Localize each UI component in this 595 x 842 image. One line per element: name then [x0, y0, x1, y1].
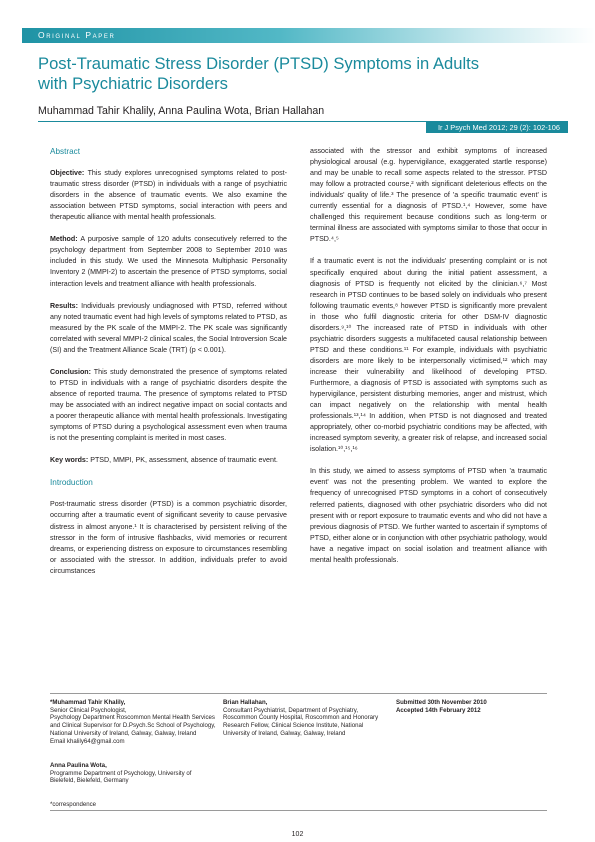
article-title-line2: with Psychiatric Disorders: [38, 74, 228, 93]
article-title-line1: Post-Traumatic Stress Disorder (PTSD) Symptoms in Adults: [38, 54, 480, 73]
footer-divider: [50, 693, 547, 694]
method-label: Method:: [50, 235, 78, 244]
abstract-method: [50, 234, 287, 289]
results-label: Results:: [50, 301, 78, 310]
section-banner: [22, 28, 595, 43]
keywords-text: PTSD, MMPI, PK, assessment, absence of traumatic event.: [88, 456, 278, 465]
introduction-paragraph-2: If a traumatic event is not the individuals' presenting complaint or is not specifically enquired about during the initial patient assessment, a diagnosis of PTSD is frequently not elicited by the clinician.⁶,⁷ Most research in PTSD continues to be based solely on individuals who present following traumatic events,⁸ however PTSD is significantly more prevalent in those who fulfil diagnostic criteria for other DSM-IV diagnostic disorders.⁹,¹⁰ The increased rate of PTSD in individuals with other psychiatric disorders suggests a multifaceted causal relationship between PTSD and these conditions.¹¹ For example, individuals with psychiatric disorders are more likely to be interpersonally victimised,¹² which may increase their vulnerability and likelihood of developing PTSD. Furthermore, a diagnosis of PTSD is associated with symptoms such as hypervigilance, persistent disturbing memories, anger and mistrust, which can impact negatively on the relationship with mental health professionals.¹³,¹⁴ In addition, when PTSD is not diagnosed and treated appropriately, other co-morbid psychiatric conditions may be affected, with increased symptom severity, a greater risk of relapse, and increased social isolation.¹⁰,¹⁵,¹⁶: [310, 257, 547, 454]
author2-affiliation: [50, 762, 216, 785]
conclusion-text: This study demonstrated the presence of symptoms related to PTSD in individuals with a range of psychiatric disorders despite the absence of reported trauma. The presence of symptoms related to PTSD may be associated with an indirect negative impact on social contacts and a poorer therapeutic alliance with mental health professionals. Investigating symptoms of PTSD during a psychological assessment even when trauma is not the presenting complaint is merited in most cases.: [50, 367, 287, 443]
right-column: [310, 146, 547, 577]
author2-name: Anna Paulina Wota,: [50, 762, 107, 769]
author1-affiliation: [50, 699, 216, 745]
correspondence-divider: [50, 810, 547, 811]
author3-affiliation: [223, 699, 387, 738]
author3-name: Brian Hallahan,: [223, 699, 268, 706]
submitted-date: Submitted 30th November 2010: [396, 699, 487, 706]
introduction-paragraph-1: Post-traumatic stress disorder (PTSD) is a common psychiatric disorder, occurring after a traumatic event of significant severity to cause pervasive distress in almost anyone.¹ It is characterised by persistent reliving of the stressor in the form of intrusive flashbacks, vivid memories or recurrent dreams, or experiencing distress on exposure to circumstances resembling or associated with the stressor. In addition, individuals prefer to avoid circumstances: [50, 500, 287, 575]
abstract-conclusion: [50, 367, 287, 444]
author1-email[interactable]: Email khalily64@gmail.com: [50, 737, 125, 745]
conclusion-label: Conclusion:: [50, 367, 91, 376]
author1-name: *Muhammad Tahir Khalily,: [50, 699, 126, 706]
introduction-paragraph-1-continued: associated with the stressor and exhibit symptoms of increased physiological arousal (e.g. hypervigilance, exaggerated startle response) and may be unable to recall some aspects related to the stressor. PTSD may follow a protracted course,² with significant deleterious effects on the individuals' quality of life.³ The presence of 'a specific traumatic event' is currently essential for a diagnosis of PTSD.¹,⁴ However, some have challenged this requirement because conditions such as long-term or terminal illness are associated with symptoms similar to those that occur in PTSD.⁴,⁵: [310, 147, 547, 244]
introduction-paragraph-3: In this study, we aimed to assess symptoms of PTSD when 'a traumatic event' was not the presenting problem. We wanted to explore the frequency of unrecognised PTSD symptoms in a cohort of consecutively referred patients, diagnosed with other psychiatric disorders who did not present with or report exposure to traumatic events and who did not have a previous diagnosis of PTSD. We further wanted to ascertain if symptoms of PTSD, either alone or in conjunction with other psychiatric pathology, would have a negative impact on social isolation and treatment alliance with mental health professionals.: [310, 467, 547, 564]
page-number: 102: [291, 831, 304, 838]
abstract-results: [50, 301, 287, 356]
article-title: [38, 54, 568, 94]
abstract-heading: Abstract: [50, 147, 81, 156]
journal-citation: Ir J Psych Med 2012; 29 (2): 102-106: [426, 121, 568, 133]
abstract-keywords: [50, 455, 287, 466]
method-text: A purposive sample of 120 adults consecutively referred to the psychology department from September 2008 to September 2010 was included in this study. We used the Minnesota Multiphasic Personality Inventory 2 (MMPI-2) to ascertain the presence of PTSD symptoms, social interaction levels and treatment alliance with health professionals.: [50, 235, 287, 288]
author2-line-1: Programme Department of Psychology, University of Bielefeld, Bielefeld, Germany: [50, 769, 192, 785]
author1-line-2: Psychology Department Roscommon Mental Health Services and Clinical Supervisor for D.Psych.Sc School of Psychology, National University of Ireland, Galway, Galway, Ireland: [50, 714, 216, 737]
introduction-heading: Introduction: [50, 478, 93, 488]
abstract-objective: [50, 168, 287, 223]
submission-dates: [396, 699, 546, 714]
author-list: Muhammad Tahir Khalily, Anna Paulina Wota, Brian Hallahan: [38, 105, 325, 117]
author3-line-1: Consultant Psychiatrist, Department of Psychiatry, Roscommon County Hospital, Roscommon and Honorary Research Fellow, Clinical Science Institute, National University of Ireland, Galway, Galway, Ireland: [223, 706, 379, 737]
keywords-label: Key words:: [50, 456, 89, 465]
author1-line-1: Senior Clinical Psychologist,: [50, 706, 127, 714]
section-label: Original Paper: [38, 30, 116, 40]
objective-text: This study explores unrecognised symptoms related to post-traumatic stress disorder (PTSD) in individuals with a range of psychiatric disorders in the absence of traumatic events. We also examine the association between PTSD symptoms, social interaction with peers and therapeutic alliance with mental health professionals.: [50, 169, 287, 222]
correspondence-note: *correspondence: [50, 801, 97, 808]
objective-label: Objective:: [50, 169, 85, 178]
left-column: [50, 146, 287, 588]
accepted-date: Accepted 14th February 2012: [396, 706, 481, 714]
results-text: Individuals previously undiagnosed with PTSD, referred without any noted traumatic event had high levels of symptoms related to PTSD, as measured by the PK scale of the MMPI-2. The PK scale was significantly correlated with several MMPI-2 clinical scales, the Social Introversion Scale (SI) and the Treatment Alliance Scale (TRT) (p < 0.001).: [50, 301, 287, 354]
